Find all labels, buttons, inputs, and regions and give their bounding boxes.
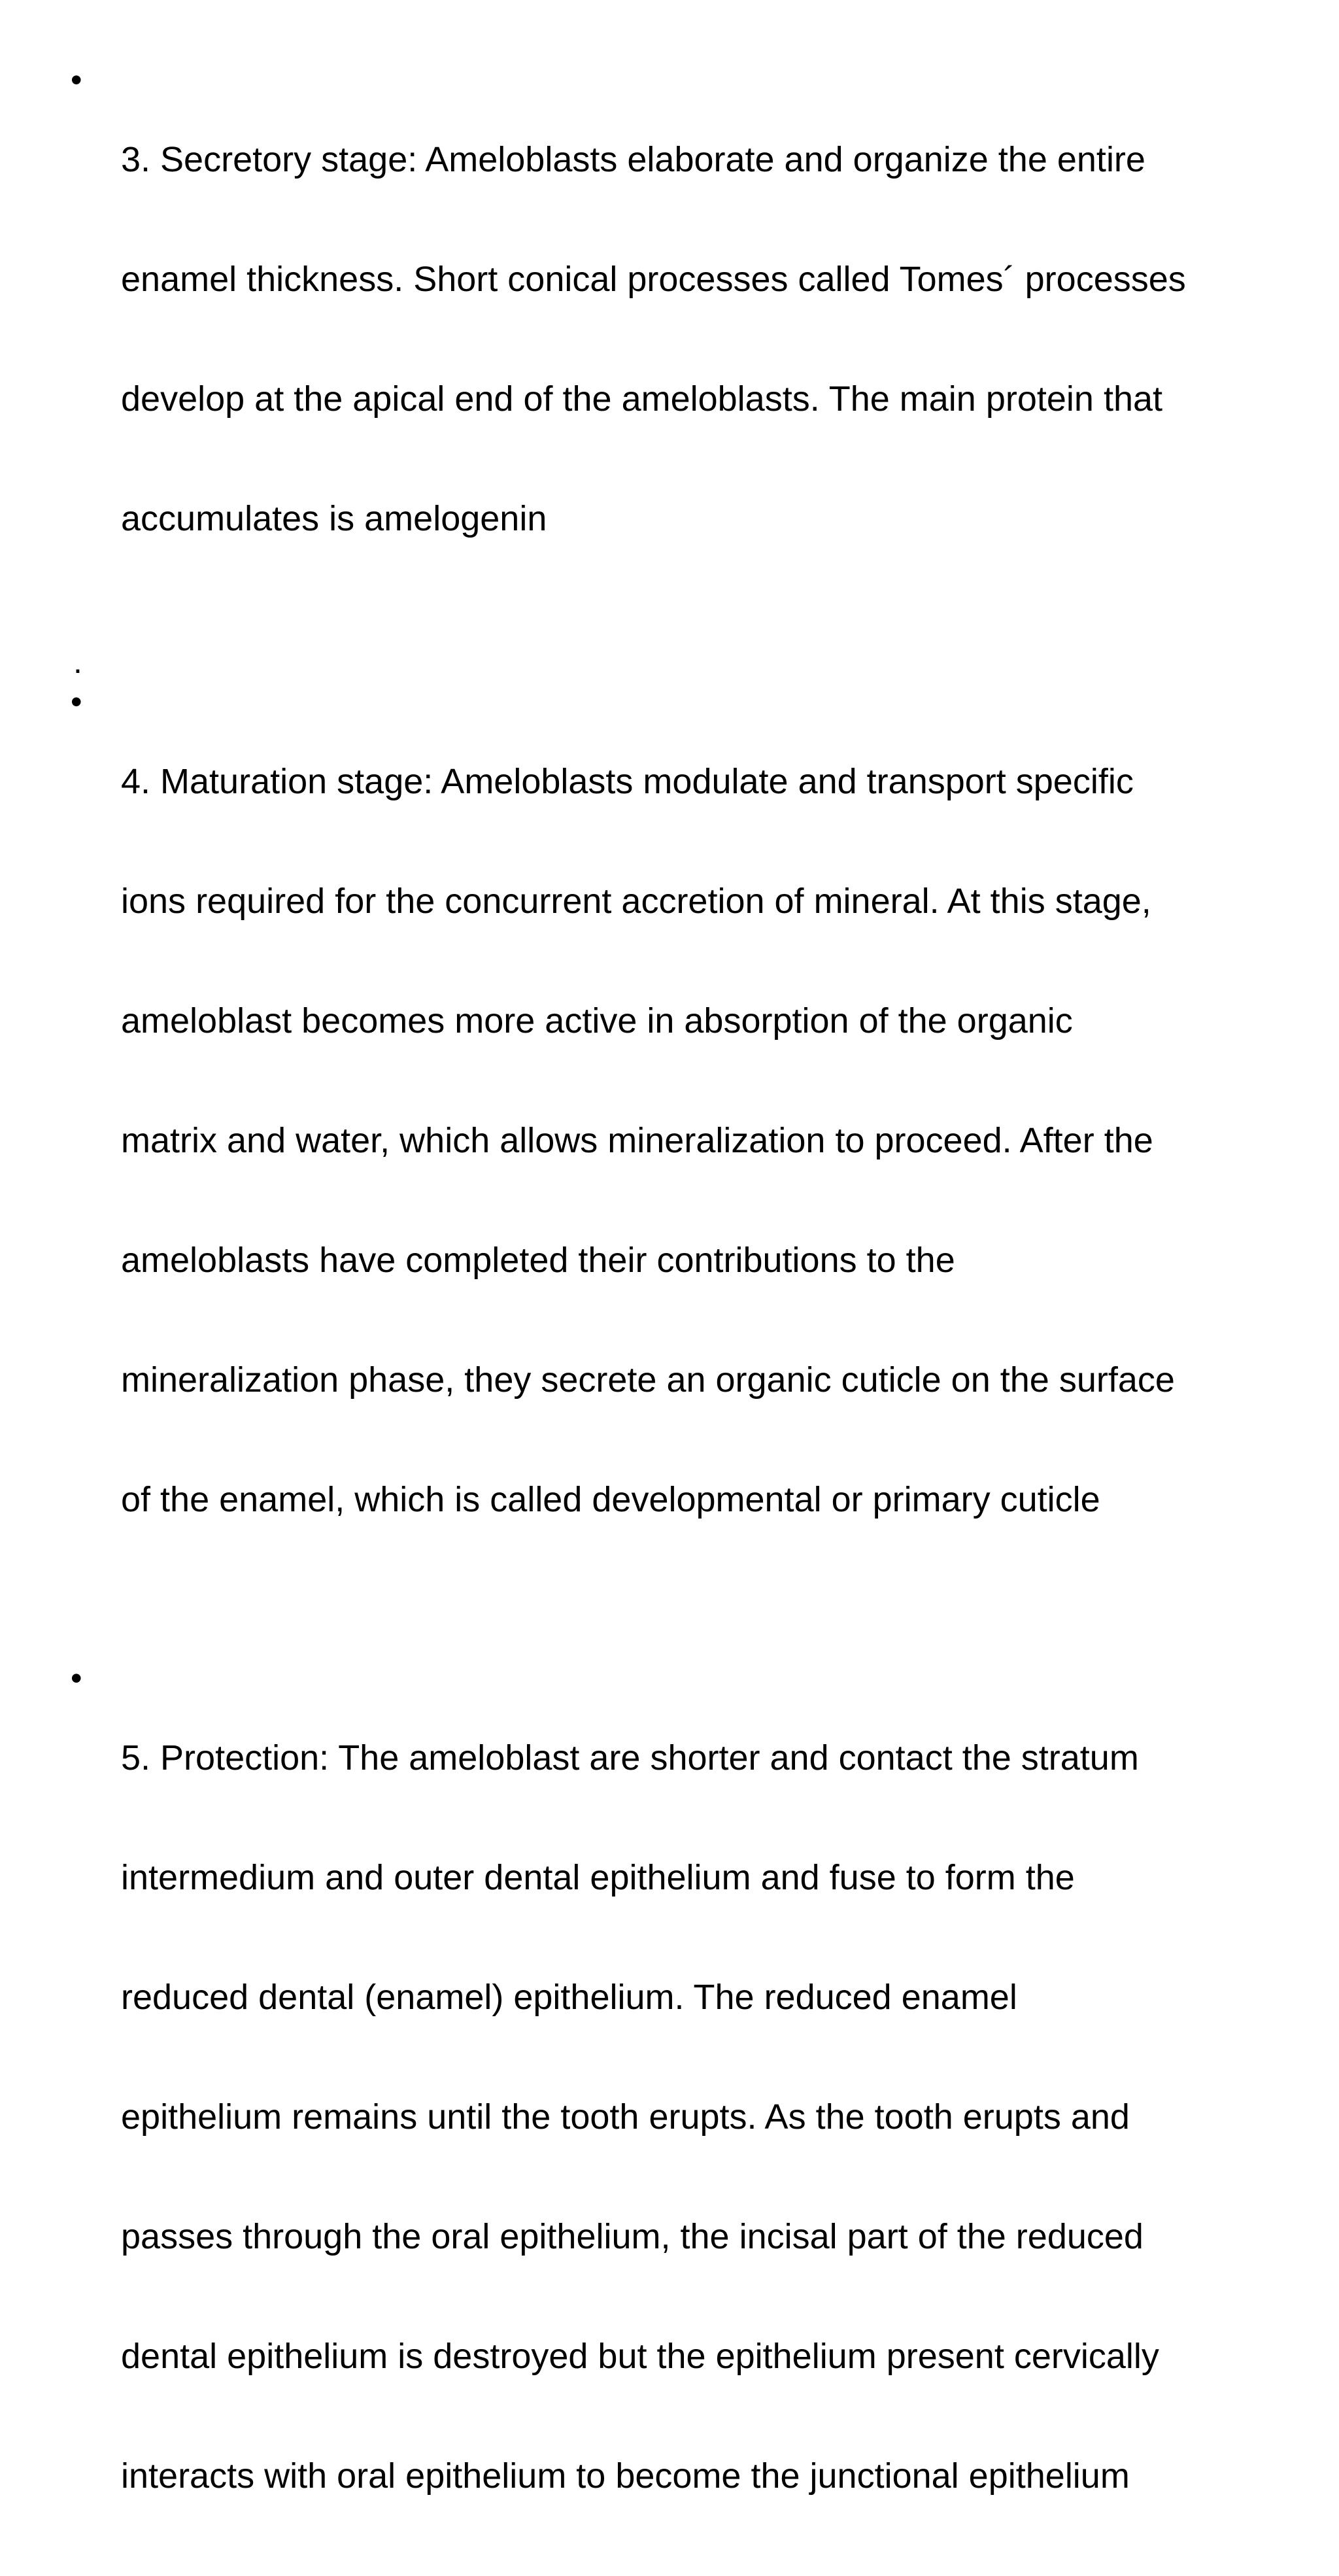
bullet-text (121, 60, 1300, 619)
separator-dot: . (73, 644, 82, 680)
bullet-text (121, 682, 1300, 1600)
bullet-item-maturation-stage (71, 682, 1300, 1600)
text-line: passes through the oral epithelium, the incisal part of the reduced (121, 2217, 1144, 2256)
text-line: enamel thickness. Short conical processes called Tomes´ processes (121, 260, 1186, 299)
bullet-item-protection (71, 1658, 1300, 2576)
text-line: 4. Maturation stage: Ameloblasts modulate and transport specific (121, 762, 1134, 801)
text-line: interacts with oral epithelium to become the junctional epithelium (121, 2456, 1130, 2496)
bullet-marker: • (71, 61, 82, 98)
text-line: of the enamel, which is called developmental or primary cuticle (121, 1480, 1100, 1519)
text-line: 5. Protection: The ameloblast are shorter and contact the stratum (121, 1738, 1139, 1777)
bullet-item-secretory-stage (71, 60, 1300, 619)
text-line: intermedium and outer dental epithelium and fuse to form the (121, 1858, 1075, 1897)
bullet-text (121, 1658, 1300, 2576)
bullet-marker: • (71, 683, 82, 720)
text-line: epithelium remains until the tooth erupts. As the tooth erupts and (121, 2097, 1130, 2137)
bullet-list (71, 60, 1300, 2576)
text-line: reduced dental (enamel) epithelium. The reduced enamel (121, 1978, 1017, 2017)
text-line: develop at the apical end of the ameloblasts. The main protein that (121, 379, 1163, 419)
text-line: matrix and water, which allows mineralization to proceed. After the (121, 1121, 1153, 1160)
text-line: ameloblast becomes more active in absorption of the organic (121, 1001, 1073, 1040)
text-line: dental epithelium is destroyed but the epithelium present cervically (121, 2337, 1159, 2376)
text-line: mineralization phase, they secrete an organic cuticle on the surface (121, 1360, 1175, 1400)
text-line: ions required for the concurrent accretion of mineral. At this stage, (121, 882, 1151, 921)
text-line: ameloblasts have completed their contributions to the (121, 1241, 955, 1280)
bullet-marker: • (71, 1660, 82, 1696)
text-line: 3. Secretory stage: Ameloblasts elaborate and organize the entire (121, 140, 1145, 179)
text-line: accumulates is amelogenin (121, 499, 547, 538)
